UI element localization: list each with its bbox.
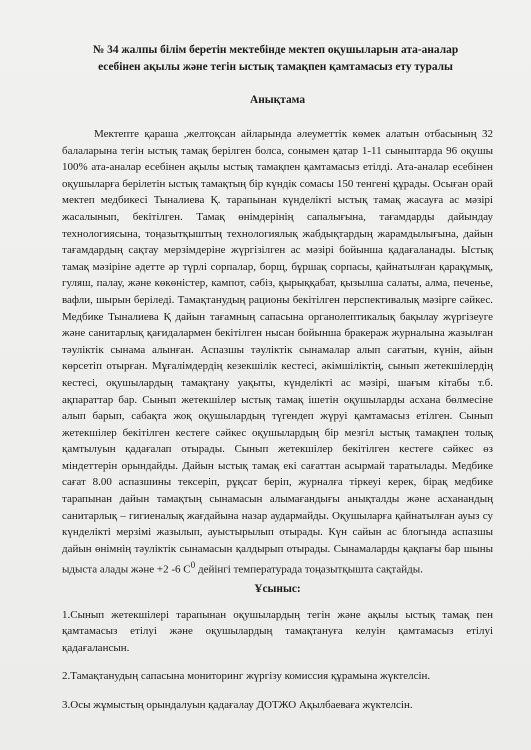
body-text	[62, 126, 493, 579]
body-paragraph-end: дейінгі температурада тоңазытқышта сақтайды.	[195, 564, 423, 577]
recommendation-item-2: 2.Тамақтанудың сапасына мониторинг жүргізу комиссия құрамына жүктелсін.	[62, 670, 431, 683]
body-paragraph	[62, 126, 493, 579]
recommendation-item-1: 1.Сынып жетекшілері тарапынан оқушылардың тегін және ақылы ыстық тамақ пен қамтамасыз етілуі және оқушылардың тамақтануға келуін қамтамасыз етілуі қадағалансын.	[62, 608, 493, 654]
degree-superscript: 0	[190, 560, 196, 571]
document-title-line-1: № 34 жалпы білім беретін мектебінде мектеп оқушыларын ата-аналар	[92, 44, 459, 56]
section-heading: Анықтама	[249, 94, 306, 106]
document-title-line-2: есебінен ақылы және тегін ыстық тамақпен қамтамасыз ету туралы	[98, 61, 453, 73]
document-title	[62, 42, 489, 76]
recommendation-heading: Ұсыныс:	[254, 582, 301, 595]
body-paragraph-text: Мектепте қараша ,желтоқсан айларында әлеуметтік көмек алатын отбасының 32 балаларына тегін ыстық тамақ берілген болса, сонымен қатар 1-11 сыныптарда 96 оқушы 100% ата-аналар есебінен ақылы ыстық тамақпен қамтамасыз етілді. Ата-аналар есебінен оқушыларға берілетін ыстық тамақтың бір күндік сомасы 150 тенгені құрады. Осыған орай мектеп медбикесі Тыналиева Қ. тарапынан күнделікті ыстық тамақ жасауға ас мәзірі жасалынып, бекітілген. Тамақ өнімдерінің сапалығына, тағамдарды дайындау технологиясына, тоңазытқыштың технологиялық жабдықтардың жарамдылығына, дайын тағамдардың сақтау мерзімдеріне жүргізілген ас мәзірі бойынша қадағаланады. Ыстық тамақ мәзіріне әдетте әр түрлі сорпалар, борщ, бұршақ сорпасы, қайнатылған қарақұмық, гуляш, палау, және көкөністер, кампот, сәбіз, қырыққабат, қызылша салаты, алма, печенье, вафли, шырын беріледі. Тамақтанудың рационы бекітілген перспективалық мәзірге сәйкес. Медбике Тыналиева Қ дайын тағамның сапасына органолептикалық бақылау жүргізеуге және санитарлық қағидалармен бекітілген нысан бойынша бракераж журналына жазылған тәуліктік сынама алынған. Аспазшы тәуліктік сынамалар алып сағатын, күнін, айын көрсетіп отырған. Мұғалімдердің кезекшілік кестесі, әкімшіліктің, сынып жетекшілердің кестесі, оқушылардың тамақтану уақыты, күнделікті ас мәзірі, шағым кітабы т.б. ақпараттар бар. Сынып жетекшілер ыстық тамақ ішетін оқушыларды асхана бөлмесіне алып барып, сабақта жоқ оқушылардың түгендеп жүруі қамтамасыз етілген. Сынып жетекшілер бекітілген кестеге сәйкес оқушылардың бір мезгіл ыстық тамақпен толық қамтылуын қадағалап отырады. Сынып жетекшілер бекітілген кестеге сәйкес өз міндеттерін орындайды. Дайын ыстық тамақ екі сағаттан асырмай таратылады. Медбике сағат 8.00 аспазшины тексеріп, рұқсат беріп, журналға тіркеуі керек, бірақ медбике тарапынан дайын тамақтың сынамасын алымағандығы анықталды және асханандың санитарлық – гигиеналық жағдайына назар аудармайды. Оқушыларға қайнатылған ауыз су күнделікті мерзімі жазылып, ауыстырылып отырады. Күн сайын ас блогында аспазшы дайын өнімнің тәуліктік сынамасын қалдырып отырады. Сынамаларды қақпағы бар шыны ыдыста алады және +2 -6 С	[62, 128, 493, 577]
recommendation-item-3: 3.Осы жұмыстың орындалуын қадағалау ДОТЖО Ақылбаеваға жүктелсін.	[62, 699, 413, 712]
